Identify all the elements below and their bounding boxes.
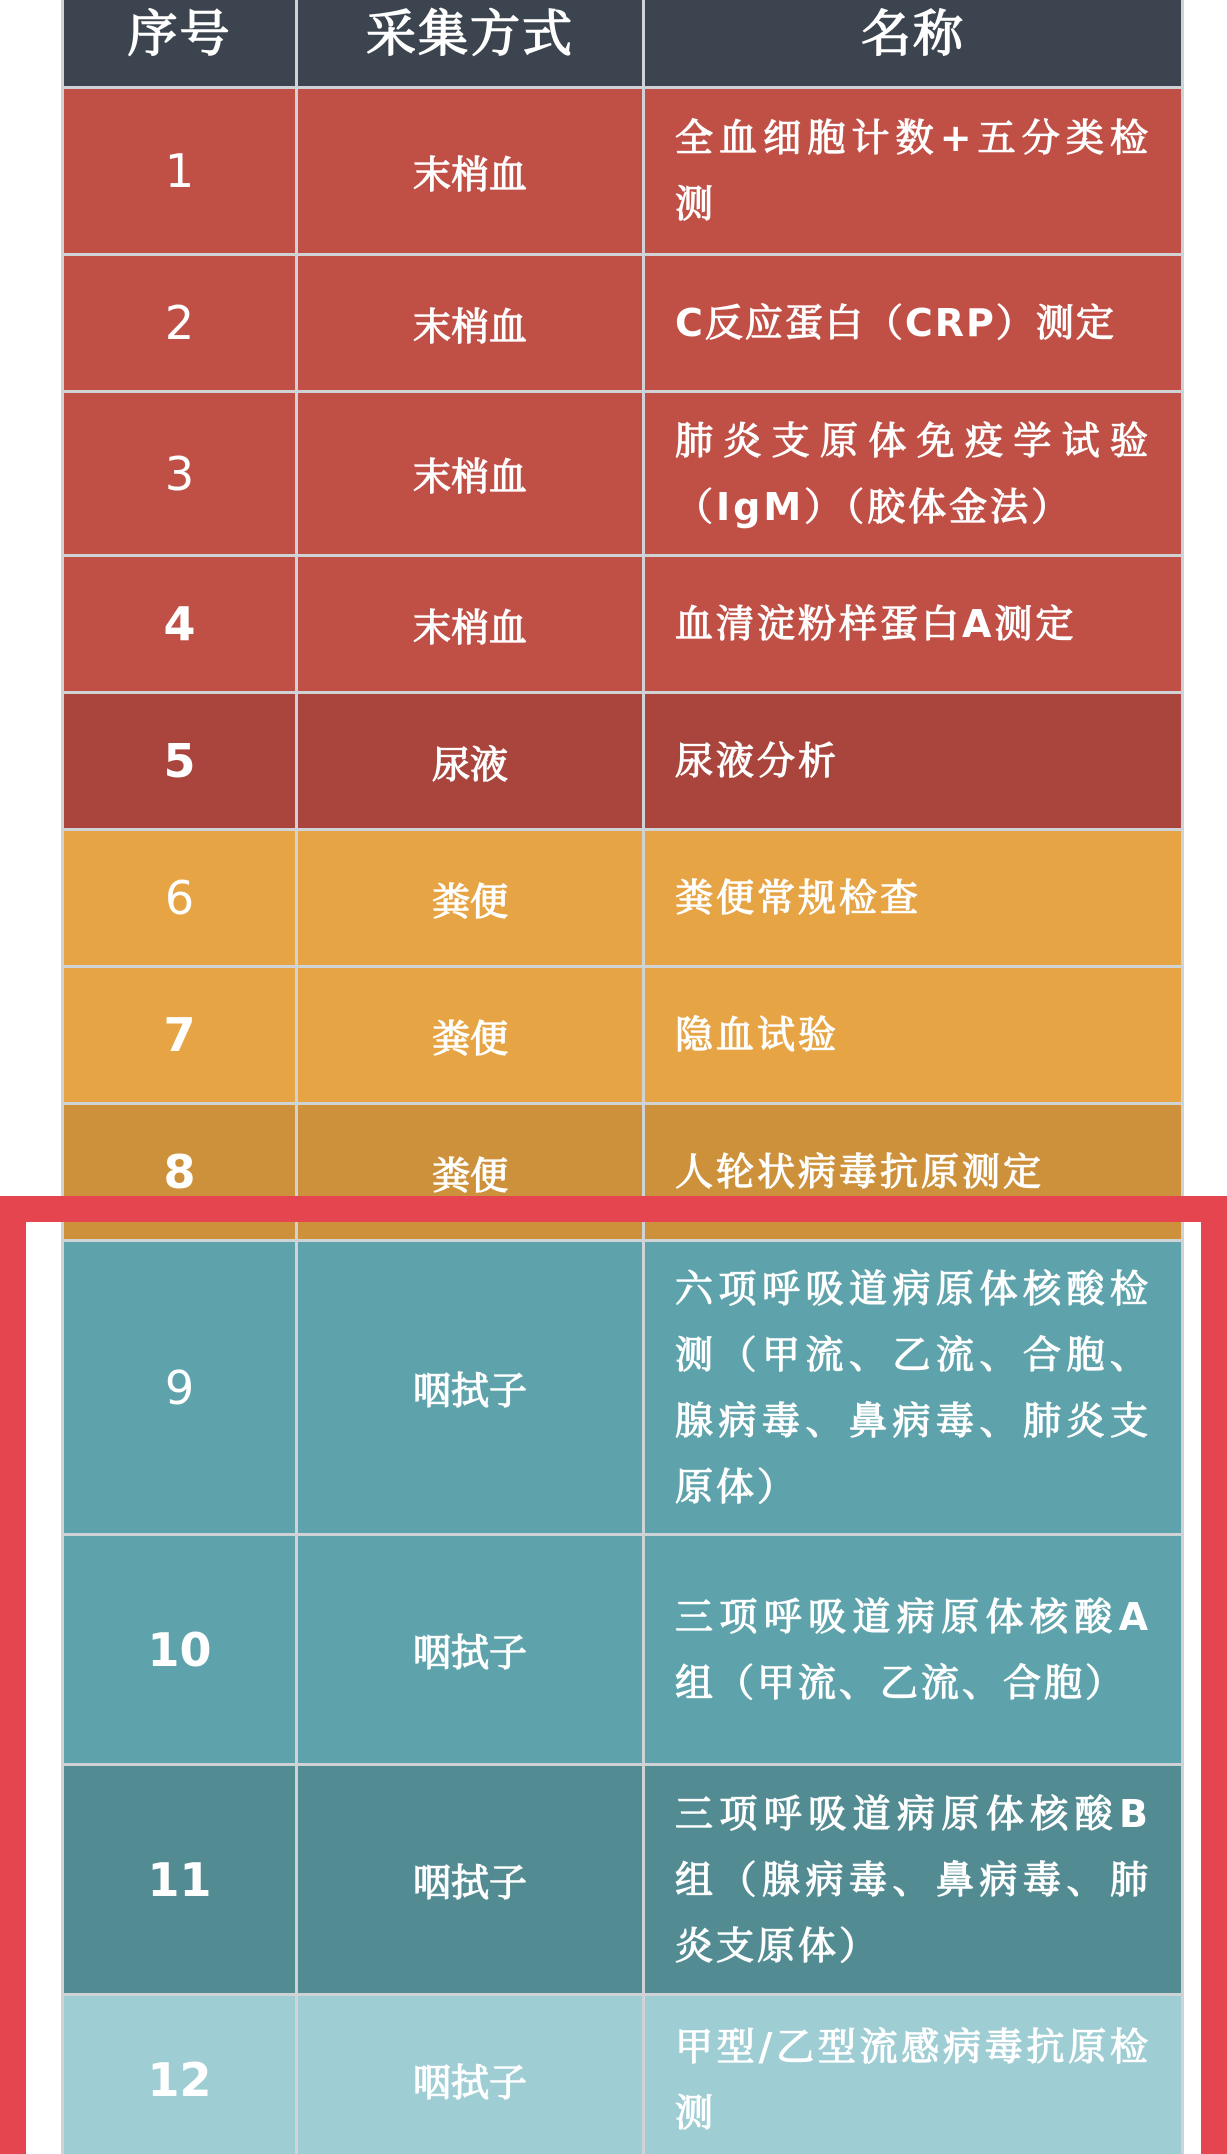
- row-method: 咽拭子: [297, 1995, 644, 2154]
- row-method: 末梢血: [297, 556, 644, 693]
- table-row: [63, 830, 1183, 967]
- table-row: [63, 1535, 1183, 1765]
- row-name: 粪便常规检查: [644, 830, 1183, 967]
- row-num: 6: [63, 830, 297, 967]
- table-row: [63, 967, 1183, 1104]
- row-num: 10: [63, 1535, 297, 1765]
- row-method: 粪便: [297, 830, 644, 967]
- row-method: 咽拭子: [297, 1765, 644, 1995]
- table-row: [63, 255, 1183, 392]
- row-num: 11: [63, 1765, 297, 1995]
- row-name: 肺炎支原体免疫学试验（IgM）（胶体金法）: [644, 392, 1183, 556]
- table-header-row: [63, 0, 1183, 88]
- header-method: [297, 0, 644, 88]
- row-method: 粪便: [297, 967, 644, 1104]
- row-num: 1: [63, 88, 297, 255]
- row-method: 粪便: [297, 1104, 644, 1241]
- header-name-label: 名称: [861, 4, 965, 63]
- row-name: 全血细胞计数+五分类检测: [644, 88, 1183, 255]
- table-row: [63, 1241, 1183, 1535]
- row-name: 甲型/乙型流感病毒抗原检测: [644, 1995, 1183, 2154]
- table-row: [63, 88, 1183, 255]
- table-row: [63, 1104, 1183, 1241]
- row-name: 三项呼吸道病原体核酸B组（腺病毒、鼻病毒、肺炎支原体）: [644, 1765, 1183, 1995]
- row-num: 7: [63, 967, 297, 1104]
- row-name: 血清淀粉样蛋白A测定: [644, 556, 1183, 693]
- row-method: 尿液: [297, 693, 644, 830]
- row-method: 末梢血: [297, 255, 644, 392]
- row-num: 8: [63, 1104, 297, 1241]
- test-items-table: [61, 0, 1184, 2154]
- row-method: 咽拭子: [297, 1241, 644, 1535]
- row-name: 尿液分析: [644, 693, 1183, 830]
- table-row: [63, 392, 1183, 556]
- row-num: 12: [63, 1995, 297, 2154]
- row-name: 六项呼吸道病原体核酸检测（甲流、乙流、合胞、腺病毒、鼻病毒、肺炎支原体）: [644, 1241, 1183, 1535]
- header-num: [63, 0, 297, 88]
- header-method-label: 采集方式: [366, 4, 574, 63]
- row-num: 3: [63, 392, 297, 556]
- table-row: [63, 1995, 1183, 2154]
- row-num: 5: [63, 693, 297, 830]
- row-method: 咽拭子: [297, 1535, 644, 1765]
- row-name: 人轮状病毒抗原测定: [644, 1104, 1183, 1241]
- row-method: 末梢血: [297, 392, 644, 556]
- header-num-label: 序号: [127, 4, 232, 63]
- header-name: [644, 0, 1183, 88]
- table-row: [63, 693, 1183, 830]
- table-row: [63, 556, 1183, 693]
- row-num: 9: [63, 1241, 297, 1535]
- row-name: C反应蛋白（CRP）测定: [644, 255, 1183, 392]
- row-num: 4: [63, 556, 297, 693]
- table-row: [63, 1765, 1183, 1995]
- row-name: 隐血试验: [644, 967, 1183, 1104]
- row-method: 末梢血: [297, 88, 644, 255]
- row-name: 三项呼吸道病原体核酸A组（甲流、乙流、合胞）: [644, 1535, 1183, 1765]
- row-num: 2: [63, 255, 297, 392]
